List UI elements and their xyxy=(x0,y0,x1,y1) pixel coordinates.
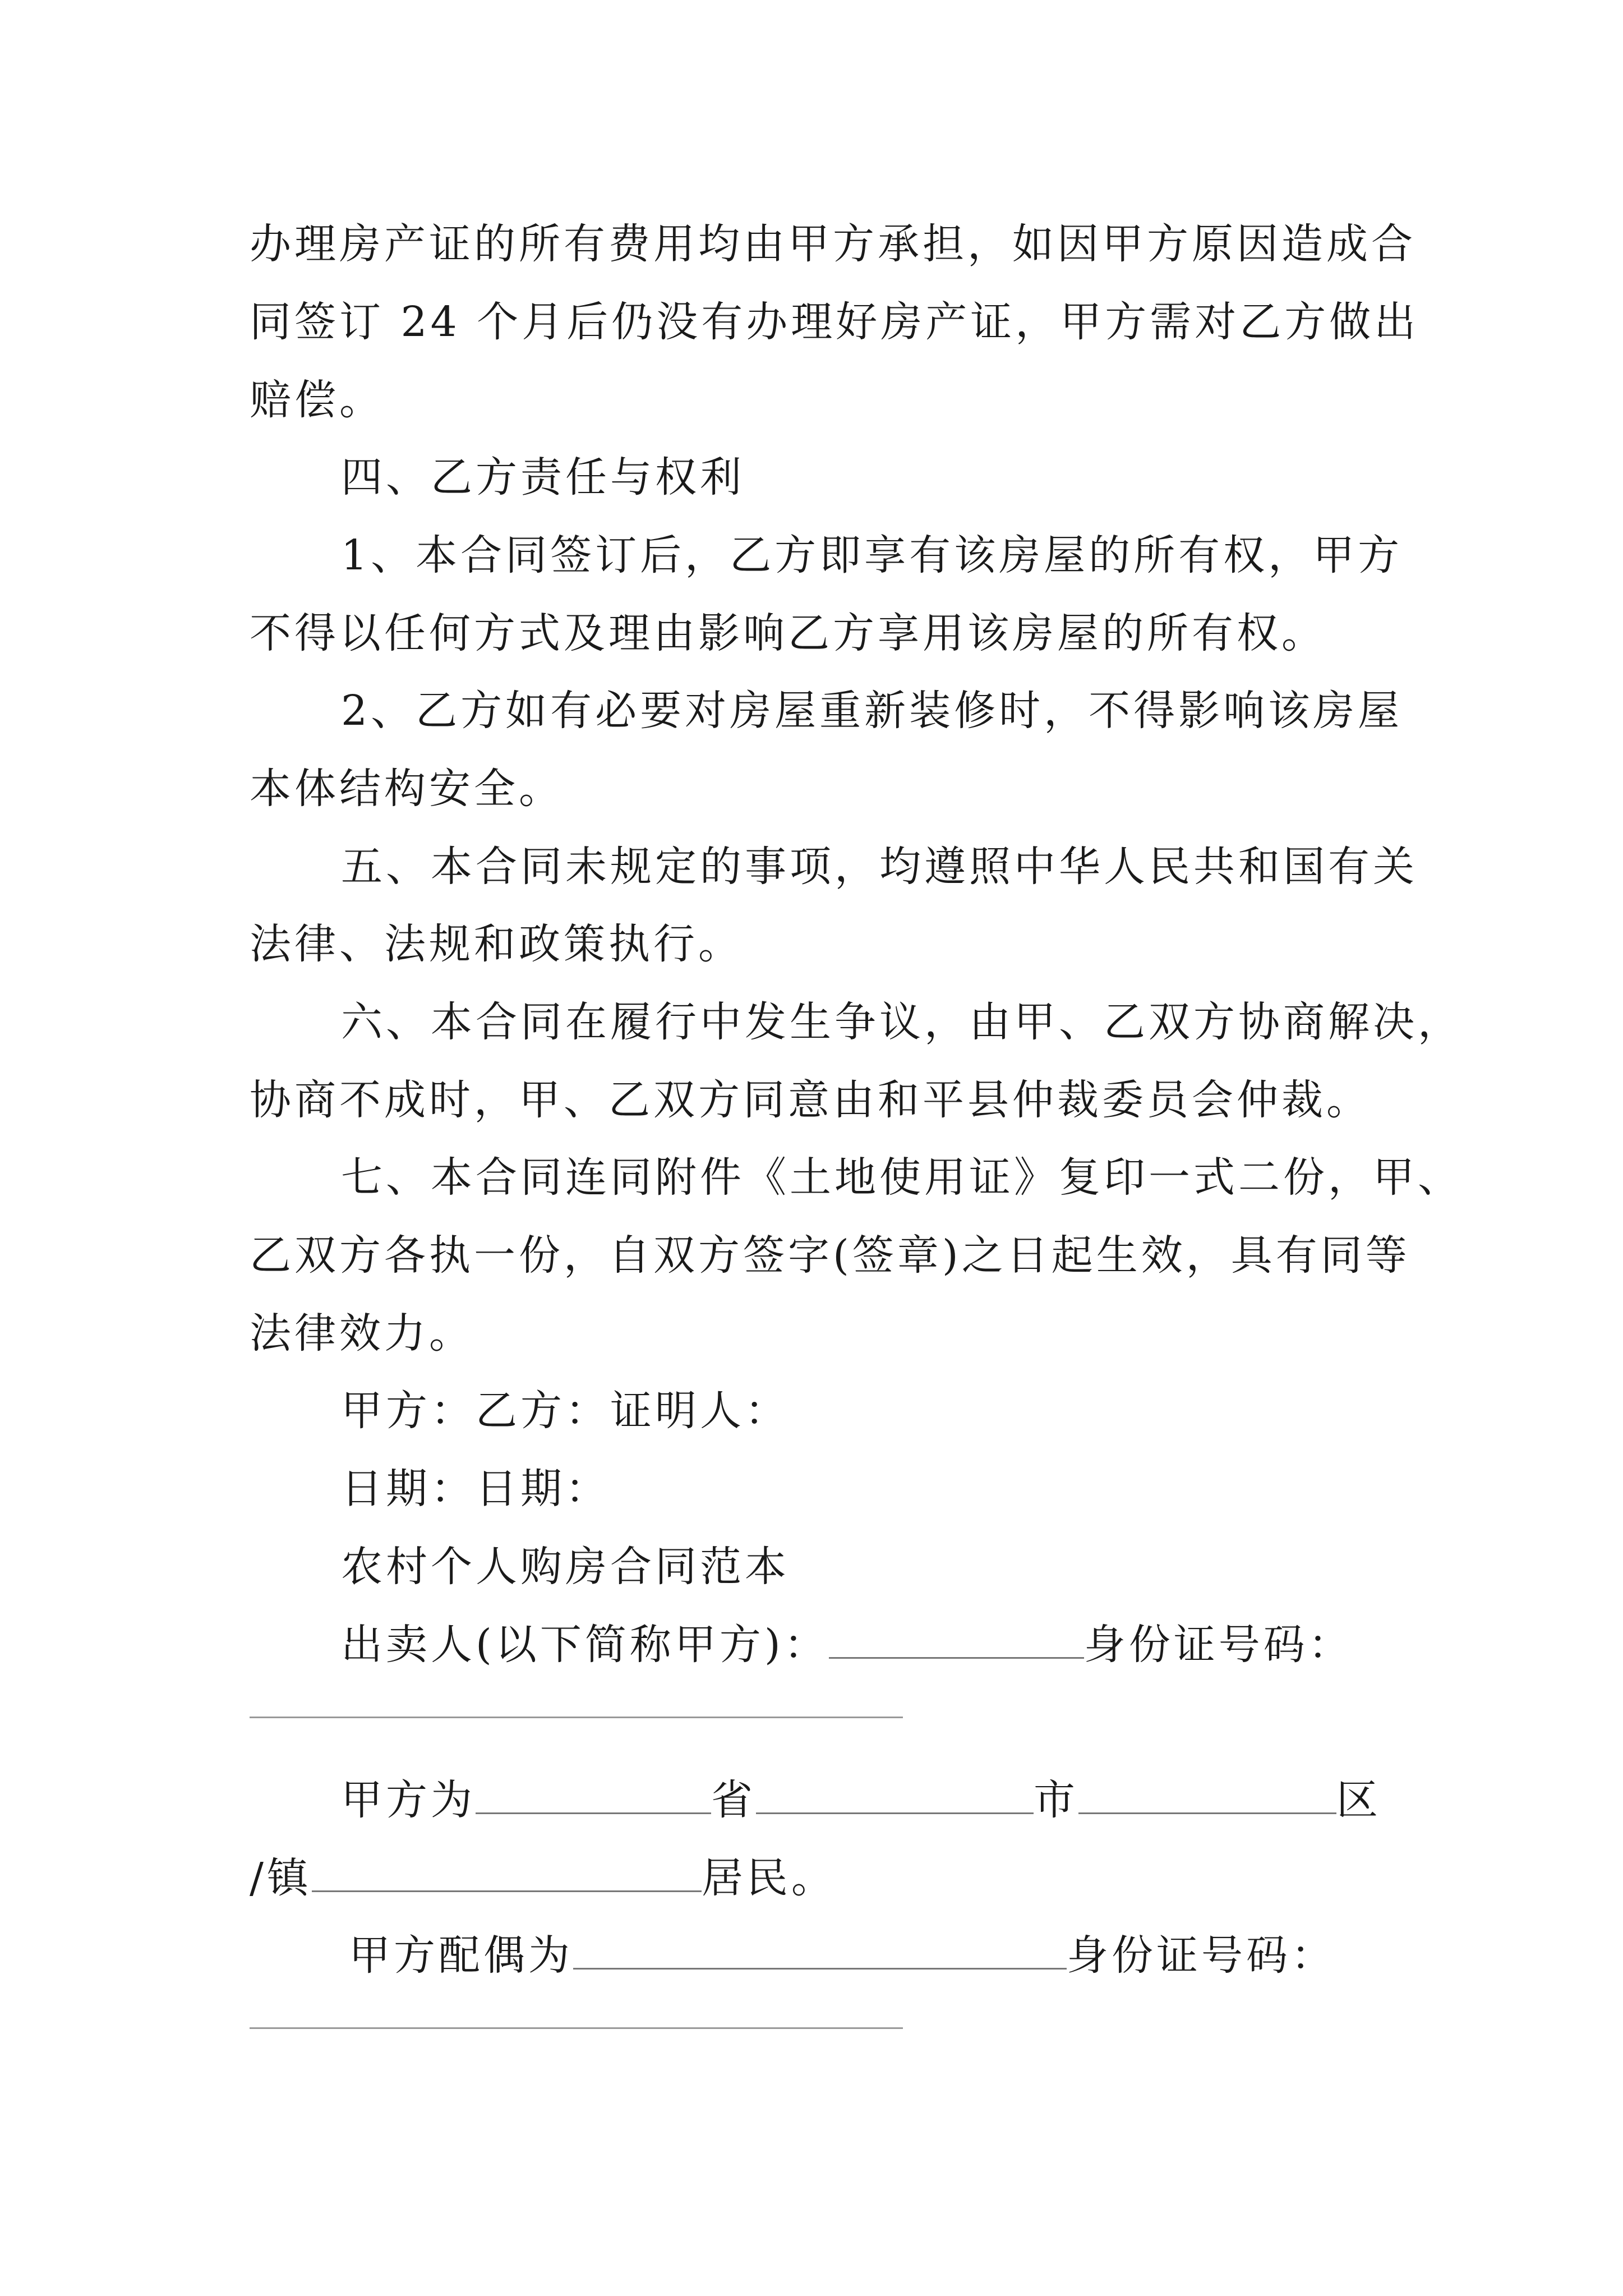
text-line-9: 五、本合同未规定的事项，均遵照中华人民共和国有关 xyxy=(341,843,1418,891)
seller-name-blank[interactable] xyxy=(829,1623,1084,1659)
text-line-10: 法律、法规和政策执行。 xyxy=(250,920,743,968)
text-line-14: 乙双方各执一份，自双方签字(签章)之日起生效，具有同等 xyxy=(250,1231,1410,1280)
province-label: 省 xyxy=(711,1776,756,1824)
contract-title: 农村个人购房合同范本 xyxy=(341,1543,790,1591)
text-line-5: 1、本合同签订后，乙方即享有该房屋的所有权，甲方 xyxy=(341,531,1403,579)
seller-id-blank[interactable] xyxy=(250,1717,903,1718)
text-line-15: 法律效力。 xyxy=(250,1309,474,1358)
spouse-id-label: 身份证号码： xyxy=(1067,1931,1336,1980)
town-blank[interactable] xyxy=(312,1857,702,1892)
text-line-12: 协商不成时，甲、乙双方同意由和平县仲裁委员会仲裁。 xyxy=(250,1076,1371,1124)
text-line-13: 七、本合同连同附件《土地使用证》复印一式二份，甲、 xyxy=(341,1153,1463,1202)
district-label: 区 xyxy=(1336,1776,1381,1824)
spouse-name-blank[interactable] xyxy=(573,1934,1067,1970)
section-heading-4: 四、乙方责任与权利 xyxy=(341,453,745,501)
province-blank[interactable] xyxy=(476,1779,711,1814)
city-label: 市 xyxy=(1034,1776,1078,1824)
text-line-6: 不得以任何方式及理由影响乙方享用该房屋的所有权。 xyxy=(250,609,1326,657)
text-line-2: 同签订 24 个月后仍没有办理好房产证，甲方需对乙方做出 xyxy=(250,298,1419,346)
seller-label: 出卖人(以下简称甲方)： xyxy=(341,1621,829,1669)
address-line xyxy=(341,1775,1381,1825)
text-line-3: 赔偿。 xyxy=(250,376,384,424)
town-line xyxy=(250,1853,836,1903)
city-blank[interactable] xyxy=(756,1779,1034,1814)
text-line-8: 本体结构安全。 xyxy=(250,765,564,813)
text-line-1: 办理房产证的所有费用均由甲方承担，如因甲方原因造成合 xyxy=(250,220,1416,268)
town-label: /镇 xyxy=(250,1854,312,1902)
text-line-11: 六、本合同在履行中发生争议，由甲、乙双方协商解决， xyxy=(341,998,1463,1046)
spouse-id-blank[interactable] xyxy=(250,2027,903,2029)
spouse-label: 甲方配偶为 xyxy=(349,1931,573,1980)
resident-label: 居民。 xyxy=(701,1854,836,1902)
spouse-line xyxy=(349,1930,1336,1981)
text-line-7: 2、乙方如有必要对房屋重新装修时，不得影响该房屋 xyxy=(341,687,1403,735)
seller-line xyxy=(341,1619,1353,1670)
seller-id-label: 身份证号码： xyxy=(1083,1621,1353,1669)
district-blank[interactable] xyxy=(1078,1779,1336,1814)
date-labels: 日期：日期： xyxy=(341,1465,610,1513)
party-a-is-label: 甲方为 xyxy=(341,1776,476,1824)
signature-labels: 甲方：乙方：证明人： xyxy=(341,1387,790,1435)
